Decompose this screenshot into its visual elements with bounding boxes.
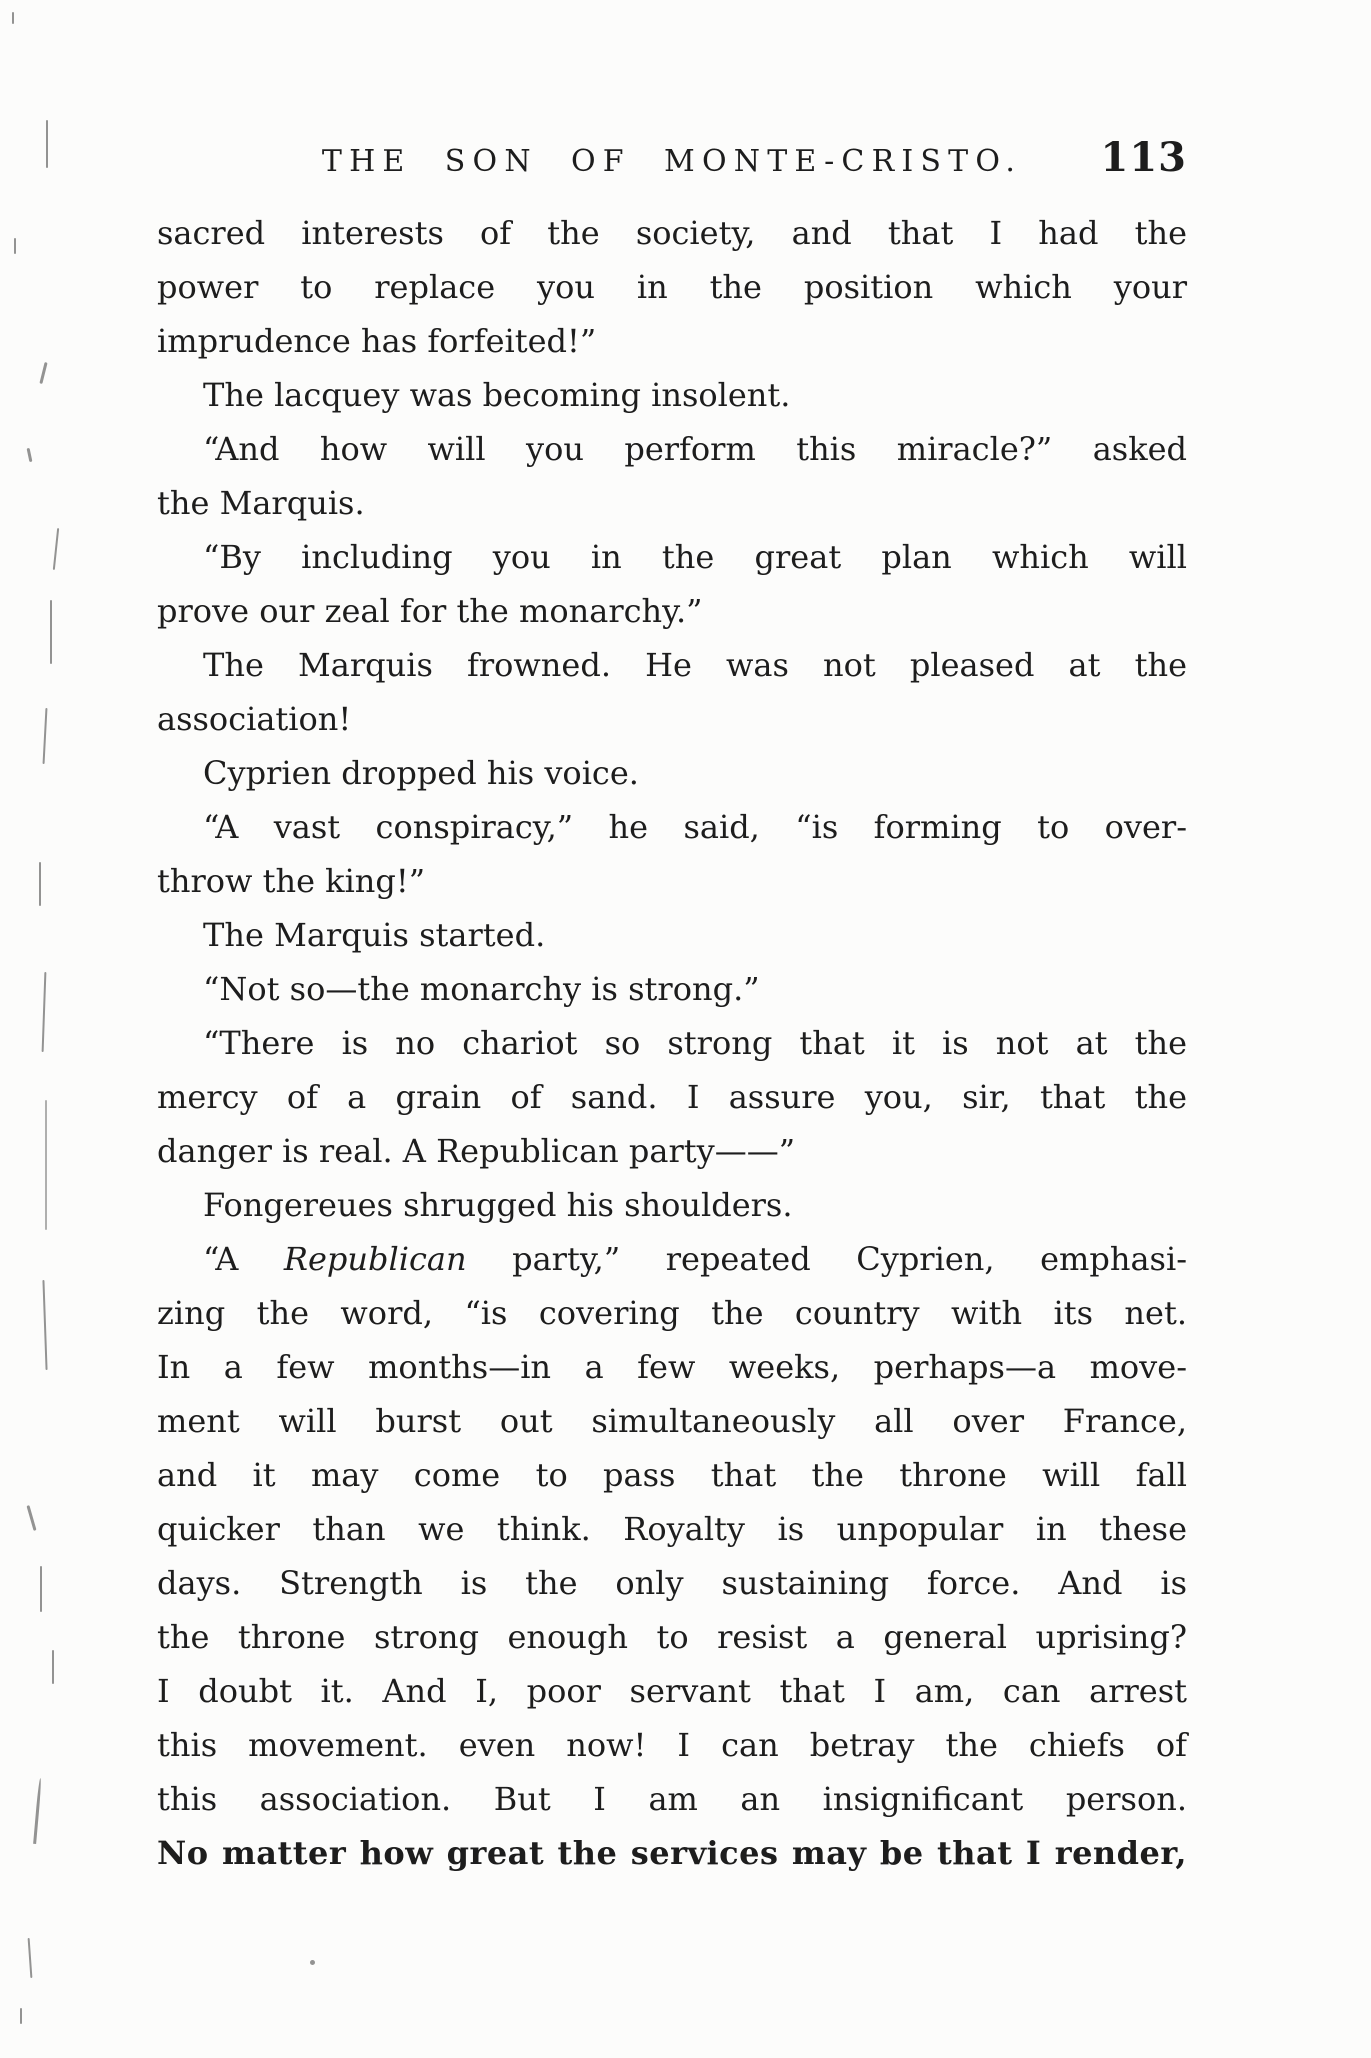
- text-segment: the Marquis.: [157, 484, 365, 522]
- text-segment: party,” repeated Cyprien, emphasi-: [466, 1240, 1187, 1278]
- text-segment: “And how will you perform this miracle?” asked: [203, 430, 1187, 468]
- paragraph: [157, 908, 1187, 962]
- text-line: [157, 1286, 1187, 1340]
- scan-artifact: [39, 862, 41, 906]
- paragraph: [157, 1232, 1187, 1880]
- page-header: [157, 136, 1187, 188]
- text-segment: The Marquis frowned. He was not pleased at the: [203, 646, 1187, 684]
- text-segment: “Not so—the monarchy is strong.”: [203, 970, 760, 1008]
- text-line: [157, 584, 1187, 638]
- text-segment: danger is real. A Republican party——”: [157, 1132, 796, 1170]
- text-segment: zing the word, “is covering the country with its net.: [157, 1294, 1187, 1332]
- paragraph: [157, 422, 1187, 530]
- paragraph: [157, 368, 1187, 422]
- text-segment: No matter how great the services may be that I render,: [157, 1834, 1187, 1872]
- text-line: [157, 800, 1187, 854]
- text-line: [157, 638, 1187, 692]
- text-line: [157, 908, 1187, 962]
- paragraph: [157, 638, 1187, 746]
- scan-artifact: [39, 362, 47, 384]
- paragraph: [157, 800, 1187, 908]
- text-segment: “By including you in the great plan which will: [203, 538, 1187, 576]
- text-line: [157, 854, 1187, 908]
- scan-artifact: [40, 1566, 42, 1612]
- text-segment: throw the king!”: [157, 862, 426, 900]
- text-segment: mercy of a grain of sand. I assure you, sir, that the: [157, 1078, 1187, 1116]
- scan-artifact: [45, 1100, 47, 1230]
- text-segment: days. Strength is the only sustaining force. And is: [157, 1564, 1187, 1602]
- text-line: [157, 1610, 1187, 1664]
- scan-artifact: [12, 12, 14, 24]
- running-title: THE SON OF MONTE-CRISTO.: [321, 144, 1023, 179]
- text-segment: sacred interests of the society, and that I had the: [157, 214, 1187, 252]
- text-line: [157, 692, 1187, 746]
- text-line: [157, 962, 1187, 1016]
- text-segment: Cyprien dropped his voice.: [203, 754, 639, 792]
- text-segment: prove our zeal for the monarchy.”: [157, 592, 703, 630]
- scan-artifact: [20, 2008, 22, 2024]
- emphasized-text: Republican: [283, 1240, 467, 1278]
- text-line: [157, 1556, 1187, 1610]
- text-line: [157, 1664, 1187, 1718]
- scan-artifact: [28, 1938, 33, 1978]
- scan-artifact: [42, 972, 47, 1052]
- text-line: [157, 314, 1187, 368]
- text-segment: this association. But I am an insignificant person.: [157, 1780, 1187, 1818]
- text-line: [157, 1340, 1187, 1394]
- text-line: [157, 1178, 1187, 1232]
- scan-artifact: [27, 448, 33, 462]
- scan-artifact: [14, 238, 16, 254]
- text-line: [157, 422, 1187, 476]
- text-segment: power to replace you in the position which your: [157, 268, 1187, 306]
- text-segment: ment will burst out simultaneously all over France,: [157, 1402, 1187, 1440]
- scan-artifact: [52, 1650, 54, 1684]
- paragraph: [157, 1178, 1187, 1232]
- text-line: [157, 1394, 1187, 1448]
- text-line: [157, 1502, 1187, 1556]
- text-segment: quicker than we think. Royalty is unpopular in these: [157, 1510, 1187, 1548]
- text-line: [157, 1016, 1187, 1070]
- scan-artifact: [46, 120, 48, 168]
- text-line: [157, 530, 1187, 584]
- paragraph: [157, 962, 1187, 1016]
- paragraph: [157, 1016, 1187, 1178]
- text-segment: The lacquey was becoming insolent.: [203, 376, 791, 414]
- scan-artifact: [33, 1778, 42, 1844]
- text-line: [157, 206, 1187, 260]
- text-line: [157, 260, 1187, 314]
- text-segment: I doubt it. And I, poor servant that I am, can arrest: [157, 1672, 1187, 1710]
- text-line: [157, 1718, 1187, 1772]
- text-line: [157, 368, 1187, 422]
- paragraph: [157, 530, 1187, 638]
- scan-artifact: [53, 528, 59, 570]
- text-line: [157, 1070, 1187, 1124]
- paragraph: [157, 746, 1187, 800]
- text-segment: “A: [203, 1240, 284, 1278]
- text-segment: Fongereues shrugged his shoulders.: [203, 1186, 793, 1224]
- text-segment: this movement. even now! I can betray the chiefs of: [157, 1726, 1187, 1764]
- text-line: [157, 476, 1187, 530]
- text-line: [157, 1124, 1187, 1178]
- text-line: [157, 1448, 1187, 1502]
- text-segment: imprudence has forfeited!”: [157, 322, 597, 360]
- scan-artifact: [310, 1960, 315, 1965]
- text-block: [157, 206, 1187, 1880]
- text-segment: The Marquis started.: [203, 916, 546, 954]
- paragraph: [157, 206, 1187, 368]
- text-line: [157, 1826, 1187, 1880]
- text-line: [157, 1772, 1187, 1826]
- text-line: [157, 1232, 1187, 1286]
- text-segment: the throne strong enough to resist a general uprising?: [157, 1618, 1187, 1656]
- scan-artifact: [42, 1280, 47, 1370]
- scan-artifact: [26, 1505, 36, 1531]
- scan-artifact: [43, 708, 48, 764]
- text-segment: “There is no chariot so strong that it is not at the: [203, 1024, 1187, 1062]
- text-segment: In a few months—in a few weeks, perhaps—a move-: [157, 1348, 1187, 1386]
- text-line: [157, 746, 1187, 800]
- scan-artifact: [50, 600, 52, 664]
- text-segment: and it may come to pass that the throne will fall: [157, 1456, 1187, 1494]
- page-number: 113: [1100, 134, 1187, 181]
- text-segment: association!: [157, 700, 352, 738]
- text-segment: “A vast conspiracy,” he said, “is forming to over-: [203, 808, 1187, 846]
